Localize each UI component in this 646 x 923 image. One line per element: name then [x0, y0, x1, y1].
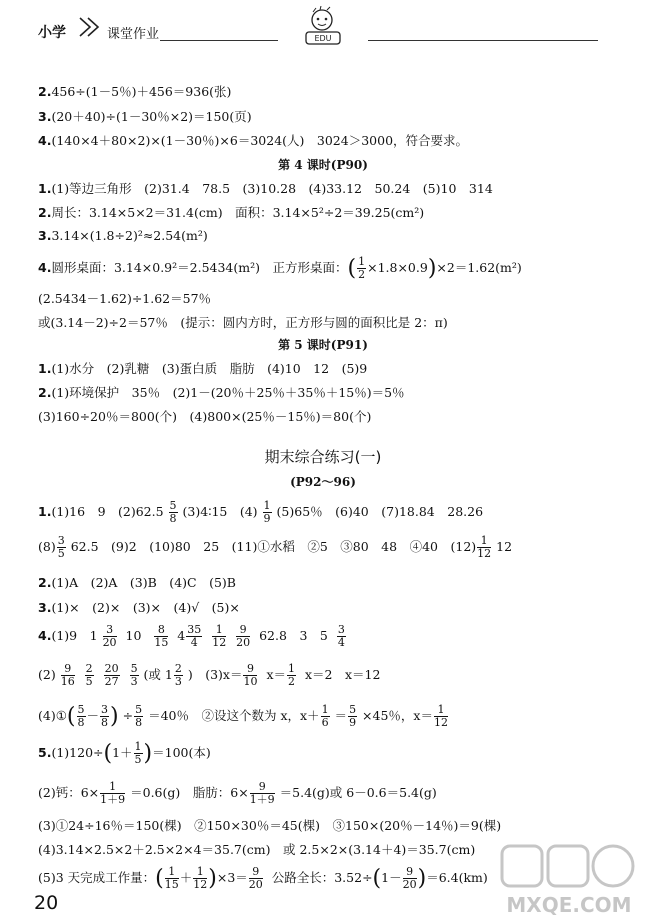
final-practice-title: 期末综合练习(一) — [264, 448, 382, 466]
svg-text:MXQE.COM: MXQE.COM — [506, 893, 632, 917]
header-rule-right — [368, 40, 598, 41]
mascot-logo — [300, 6, 346, 48]
page-number: 20 — [34, 892, 59, 914]
page-header — [0, 0, 646, 48]
lesson-5-heading: 第 5 课时(P91) — [278, 338, 368, 352]
svg-text:EDU: EDU — [314, 34, 332, 43]
chevron-icon — [78, 16, 104, 38]
lesson-4-heading: 第 4 课时(P90) — [278, 158, 368, 172]
level-label: 小学 — [38, 25, 66, 41]
header-rule-left — [160, 40, 278, 41]
final-practice-pages: (P92～96) — [290, 475, 356, 489]
watermark-logo — [498, 842, 640, 920]
book-title: 课堂作业 — [107, 27, 160, 42]
